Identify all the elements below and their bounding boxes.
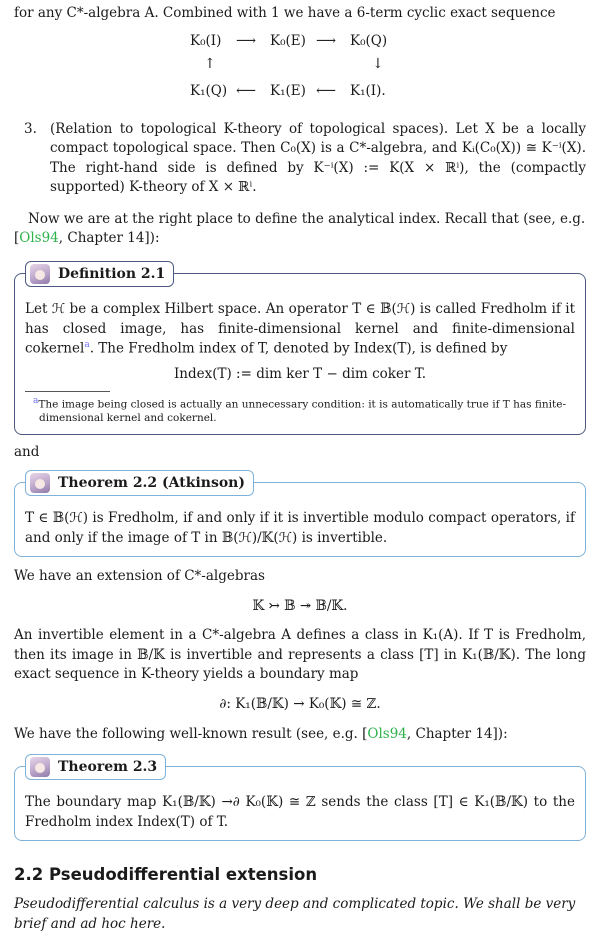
paragraph-known-result [14,725,586,745]
theorem-2-2-box [14,475,586,557]
definition-body: . The Fredholm index of T, denoted by Index(T), is defined by [89,340,508,357]
paragraph-invertible: An invertible element in a C*-algebra A defines a class in K₁(A). If T is Fredholm, then its image in 𝔹/𝕂 is invertible and represents a class [T] in K₁(𝔹/𝕂). The long exact sequence in K-theory yields a boundary map [14,627,586,683]
paragraph-text: We have the following well-known result (see, e.g. [ [14,725,368,742]
theorem-2-3-box [14,759,586,841]
diagram-k0-i: K₀(I) [190,32,222,49]
section-intro: Pseudodifferential calculus is a very deep and complicated topic. We shall be very brief and ad hoc here. [14,896,576,932]
paragraph-analytical-index [14,210,586,249]
paragraph-text: , Chapter 14]): [406,725,508,742]
definition-title-text: Definition 2.1 [58,265,166,282]
diagram-arrow-down: ↓ [372,55,384,72]
footnote [25,395,575,426]
boundary-formula: ∂: K₁(𝔹/𝕂) → K₀(𝕂) ≅ ℤ. [219,696,381,713]
paragraph-text: , Chapter 14]): [58,230,160,247]
footnote-marker: a [33,395,39,406]
extension-formula: 𝕂 ↣ 𝔹 ↠ 𝔹/𝕂. [252,597,348,614]
diagram-k0-e: K₀(E) [270,32,306,49]
avatar-icon [30,264,50,284]
footnote-text: The image being closed is actually an unnecessary condition: it is automatically true if T has finite-dimensional kernel and cokernel. [38,398,567,425]
theorem-text: The boundary map K₁(𝔹/𝕂) →∂ K₀(𝕂) ≅ ℤ sends the class [T] ∈ K₁(𝔹/𝕂) to the Fredholm index Index(T) of T. [25,794,575,830]
citation-link[interactable]: Ols94 [367,725,407,742]
connector-text: and [14,443,40,460]
avatar-icon [30,757,50,777]
citation-link[interactable]: Ols94 [19,230,59,247]
definition-text [25,300,575,359]
section-heading: 2.2 Pseudodifferential extension [14,865,318,885]
lead-text: for any C*-algebra A. Combined with 1 we have a 6-term cyclic exact sequence [14,5,556,21]
diagram-k1-i: K₁(I). [350,82,386,99]
index-formula: Index(T) := dim ker T − dim coker T. [173,366,427,383]
diagram-k1-e: K₁(E) [270,82,306,99]
footnote-marker[interactable]: a [84,340,90,351]
footnote-divider [25,391,110,392]
definition-body: Let ℋ be a complex Hilbert space. An operator T ∈ 𝔹(ℋ) is called Fredholm if it has closed image, has finite-dimensional kernel and finite-dimensional cokernel [25,300,575,357]
paragraph-extension: We have an extension of C*-algebras [14,568,265,585]
diagram-arrow-right: ⟶ [316,32,337,49]
exact-sequence-diagram [190,32,410,112]
diagram-arrow-left: ⟵ [236,82,257,99]
definition-title [25,261,174,287]
definition-box [14,265,586,435]
paragraph-text: Now we are at the right place to define the analytical index. Recall that (see, e.g. [ [14,210,586,247]
list-item-3 [14,120,586,198]
diagram-k1-q: K₁(Q) [190,82,228,99]
list-item-text: (Relation to topological K-theory of topological spaces). Let X be a locally compact topological space. Then C₀(X) is a C*-algebra, and Kᵢ(C₀(X)) ≅ K⁻ⁱ(X). The right-hand side is defined by K⁻ⁱ(X) := K(X × ℝⁱ), the (compactly supported) K-theory of X × ℝⁱ. [50,120,586,196]
theorem-title-text: Theorem 2.3 [58,759,158,776]
theorem-text: T ∈ 𝔹(ℋ) is Fredholm, if and only if it is invertible modulo compact operators, if and only if the image of T in 𝔹(ℋ)/𝕂(ℋ) is invertible. [25,510,575,546]
theorem-title [25,470,254,496]
diagram-arrow-right: ⟶ [236,32,257,49]
diagram-arrow-left: ⟵ [316,82,337,99]
diagram-arrow-up: ↑ [204,55,216,72]
diagram-k0-q: K₀(Q) [350,32,388,49]
theorem-title [25,754,166,780]
theorem-title-text: Theorem 2.2 (Atkinson) [58,475,245,492]
list-item-number: 3. [24,120,37,137]
page [14,4,586,934]
avatar-icon [30,473,50,493]
